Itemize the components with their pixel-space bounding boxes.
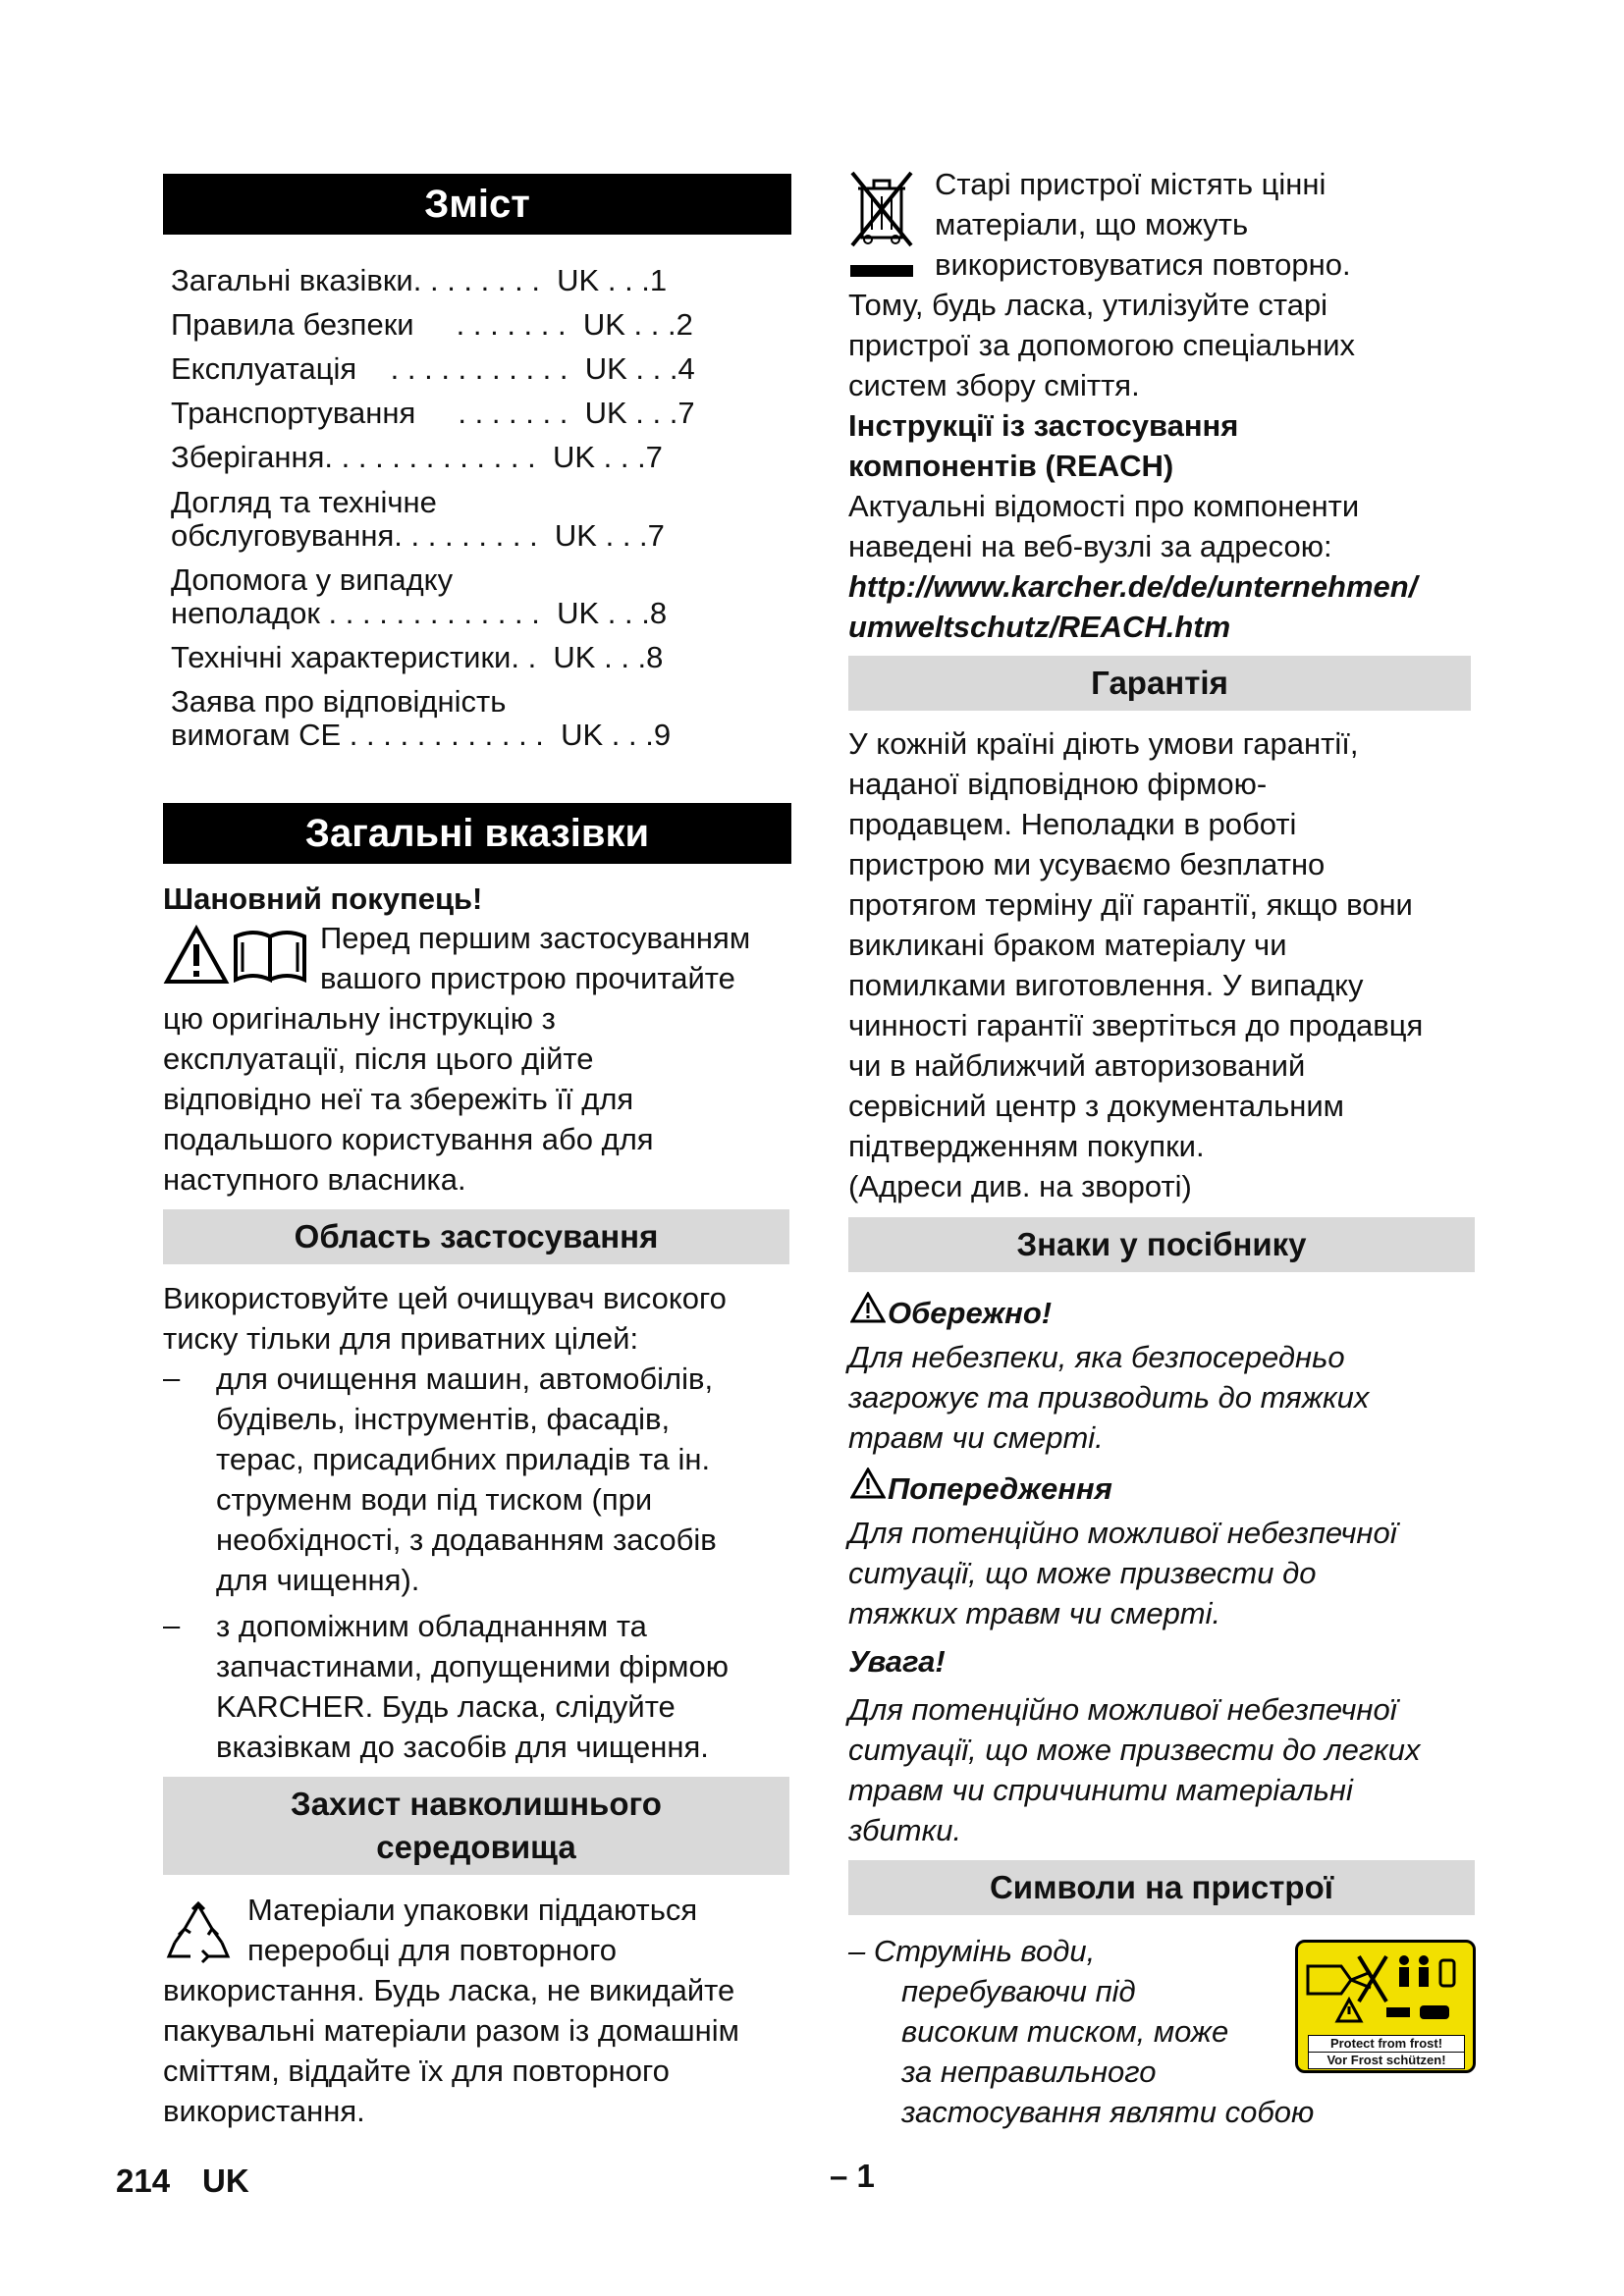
environment-line: пакувальні матеріали разом із домашнім xyxy=(163,2013,739,2048)
section-title-scope: Область застосування xyxy=(163,1209,789,1264)
toc-row[interactable]: неполадок . . . . . . . . . . . . . UK . . .8 xyxy=(171,596,668,630)
danger-line: травм чи смерті. xyxy=(848,1420,1104,1455)
toc-row[interactable]: Експлуатація . . . . . . . . . . . UK . . .4 xyxy=(171,351,695,386)
warranty-line: помилками виготовлення. У випадку xyxy=(848,968,1364,1002)
general-line: подальшого користування або для xyxy=(163,1122,654,1156)
device-symbol-line: за неправильного xyxy=(901,2055,1157,2089)
read-manual-icon xyxy=(163,923,310,988)
caution-line: збитки. xyxy=(848,1813,962,1847)
warranty-line: протягом терміну дії гарантії, якщо вони xyxy=(848,887,1413,922)
scope-line: тиску тільки для приватних цілей: xyxy=(163,1321,639,1356)
warranty-line: продавцем. Неполадки в роботі xyxy=(848,807,1297,841)
section-title-device-symbols: Символи на пристрої xyxy=(848,1860,1475,1915)
toc-row[interactable]: обслуговування. . . . . . . . . UK . . .7 xyxy=(171,518,665,553)
caution-line: Для потенційно можливої небезпечної xyxy=(848,1692,1397,1727)
toc-row[interactable]: Догляд та технічне xyxy=(171,485,437,519)
caution-line: ситуації, що може призвести до легких xyxy=(848,1733,1421,1767)
device-symbol-line: застосування являти собою xyxy=(901,2095,1315,2129)
toc-row[interactable]: Загальні вказівки. . . . . . . . UK . . .1 xyxy=(171,263,668,297)
scope-bullet-line: для очищення машин, автомобілів, xyxy=(216,1362,714,1396)
device-symbol-line: – Струмінь води, xyxy=(848,1934,1096,1968)
crossed-bin-icon xyxy=(848,169,917,279)
sub-page-number: – 1 xyxy=(830,2158,875,2194)
general-line: вашого пристрою прочитайте xyxy=(320,961,735,995)
scope-bullet-line: з допоміжним обладнанням та xyxy=(216,1609,647,1643)
recycle-icon xyxy=(163,1899,234,1970)
toc-row[interactable]: Технічні характеристики. . UK . . .8 xyxy=(171,640,664,674)
warranty-line: чи в найближчий авторизований xyxy=(848,1048,1306,1083)
device-symbol-line: перебуваючи під xyxy=(901,1974,1136,2008)
general-line: Перед першим застосуванням xyxy=(320,921,751,955)
caution-label: Увага! xyxy=(848,1644,946,1679)
disposal-line: матеріали, що можуть xyxy=(935,207,1249,241)
warranty-line: чинності гарантії звертіться до продавця xyxy=(848,1008,1424,1042)
warning-label: Попередження xyxy=(888,1471,1112,1506)
caution-line: травм чи спричинити матеріальні xyxy=(848,1773,1353,1807)
section-title-general: Загальні вказівки xyxy=(163,803,791,864)
general-line: цю оригінальну інструкцію з xyxy=(163,1001,556,1036)
scope-bullet-line: терас, присадибних приладів та ін. xyxy=(216,1442,711,1476)
warranty-line: (Адреси див. на звороті) xyxy=(848,1169,1192,1203)
toc-row[interactable]: Транспортування . . . . . . . UK . . .7 xyxy=(171,396,695,430)
warranty-line: У кожній країні діють умови гарантії, xyxy=(848,726,1359,761)
label-frost-en: Protect from frost! xyxy=(1308,2035,1465,2053)
warranty-line: викликані браком матеріалу чи xyxy=(848,928,1287,962)
general-line: відповідно неї та збережіть її для xyxy=(163,1082,634,1116)
scope-bullet-line: струменм води під тиском (при xyxy=(216,1482,653,1517)
scope-line: Використовуйте цей очищувач високого xyxy=(163,1281,727,1315)
warranty-line: наданої відповідною фірмою- xyxy=(848,767,1268,801)
general-line: наступного власника. xyxy=(163,1162,466,1197)
reach-line: наведені на веб-вузлі за адресою: xyxy=(848,529,1332,563)
reach-title: компонентів (REACH) xyxy=(848,449,1174,483)
section-title-environment xyxy=(163,1777,789,1875)
toc-row[interactable]: Правила безпеки . . . . . . . UK . . .2 xyxy=(171,307,693,342)
danger-label: Обережно! xyxy=(888,1296,1053,1330)
scope-bullet-line: вказівкам до засобів для чищення. xyxy=(216,1730,709,1764)
warning-line: тяжких травм чи смерті. xyxy=(848,1596,1221,1630)
toc-row[interactable]: Допомога у випадку xyxy=(171,562,454,597)
danger-line: Для небезпеки, яка безпосередньо xyxy=(848,1340,1345,1374)
toc-row[interactable]: Заява про відповідність xyxy=(171,684,507,719)
bullet-dash: – xyxy=(163,1361,181,1395)
environment-line: Матеріали упаковки піддаються xyxy=(247,1893,698,1927)
environment-line: сміттям, віддайте їх для повторного xyxy=(163,2054,670,2088)
label-frost-de: Vor Frost schützen! xyxy=(1308,2052,1465,2069)
toc-row[interactable]: вимогам CE . . . . . . . . . . . . UK . . .9 xyxy=(171,718,672,752)
toc-title: Зміст xyxy=(163,174,791,235)
warning-triangle-icon xyxy=(850,1292,886,1323)
warning-line: Для потенційно можливої небезпечної xyxy=(848,1516,1397,1550)
disposal-line: використовуватися повторно. xyxy=(935,247,1351,282)
reach-line: Актуальні відомості про компоненти xyxy=(848,489,1360,523)
environment-line: переробці для повторного xyxy=(247,1933,617,1967)
toc-row[interactable]: Зберігання. . . . . . . . . . . . . UK . . .7 xyxy=(171,440,663,474)
environment-title-line: середовища xyxy=(376,1829,576,1865)
reach-url-link[interactable]: umweltschutz/REACH.htm xyxy=(848,610,1231,644)
scope-bullet-line: необхідності, з додаванням засобів xyxy=(216,1522,717,1557)
environment-line: використання. xyxy=(163,2094,365,2128)
scope-bullet-line: KARCHER. Будь ласка, слідуйте xyxy=(216,1689,676,1724)
greeting: Шановний покупець! xyxy=(163,881,483,916)
warranty-line: підтвердженням покупки. xyxy=(848,1129,1205,1163)
scope-bullet-line: запчастинами, допущеними фірмою xyxy=(216,1649,729,1683)
scope-bullet-line: будівель, інструментів, фасадів, xyxy=(216,1402,671,1436)
warning-line: ситуації, що може призвести до xyxy=(848,1556,1317,1590)
reach-url-link[interactable]: http://www.karcher.de/de/unternehmen/ xyxy=(848,569,1418,604)
bullet-dash: – xyxy=(163,1608,181,1642)
warning-triangle-icon xyxy=(850,1468,886,1499)
scope-bullet-line: для чищення). xyxy=(216,1563,420,1597)
environment-line: використання. Будь ласка, не викидайте xyxy=(163,1973,735,2007)
device-symbol-line: високим тиском, може xyxy=(901,2014,1229,2049)
disposal-line: Тому, будь ласка, утилізуйте старі xyxy=(848,288,1328,322)
section-title-warranty: Гарантія xyxy=(848,656,1471,711)
reach-title: Інструкції із застосування xyxy=(848,408,1239,443)
disposal-line: пристрої за допомогою спеціальних xyxy=(848,328,1356,362)
environment-title-line: Захист навколишнього xyxy=(291,1786,662,1822)
page-number: 214 xyxy=(116,2163,171,2199)
section-title-signs: Знаки у посібнику xyxy=(848,1217,1475,1272)
disposal-line: Старі пристрої містять цінні xyxy=(935,167,1326,201)
warranty-line: сервісний центр з документальним xyxy=(848,1089,1344,1123)
page-language: UK xyxy=(202,2163,249,2199)
general-line: експлуатації, після цього дійте xyxy=(163,1041,594,1076)
warranty-line: пристрою ми усуваємо безплатно xyxy=(848,847,1326,881)
disposal-line: систем збору сміття. xyxy=(848,368,1140,402)
device-warning-label xyxy=(1295,1940,1476,2073)
pictograms-icon xyxy=(1298,1947,1473,2031)
danger-line: загрожує та призводить до тяжких xyxy=(848,1380,1370,1415)
